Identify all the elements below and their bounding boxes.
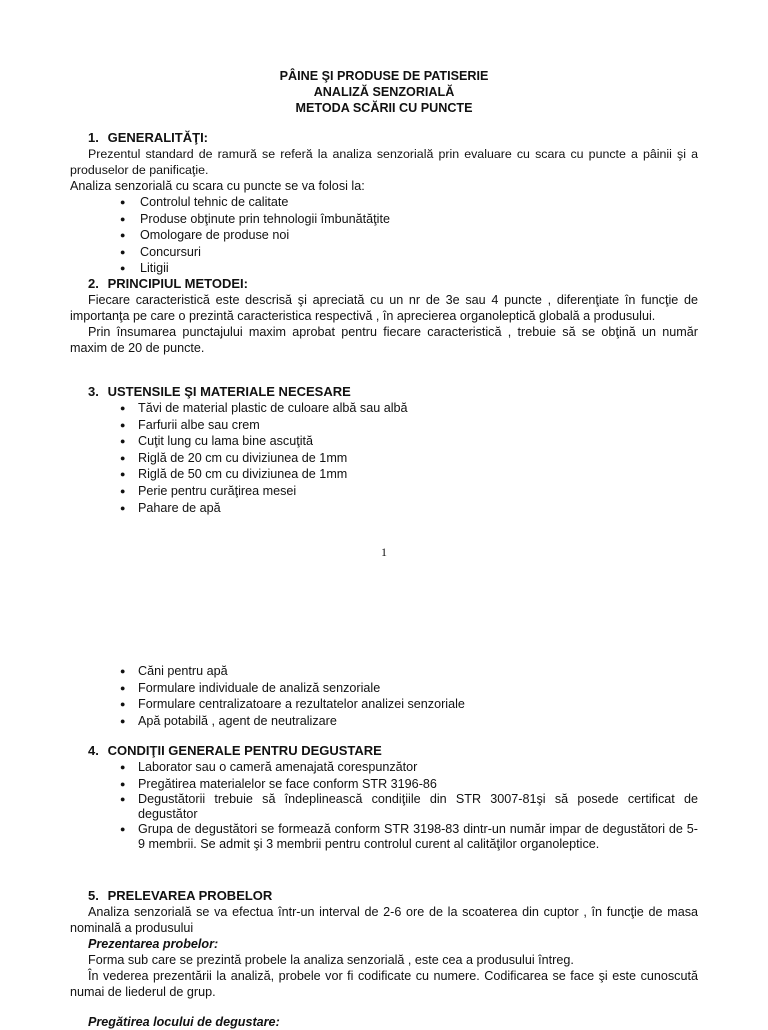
list-item: ● Formulare centralizatoare a rezultatelor analizei senzoriale [70, 696, 698, 713]
paragraph: Analiza senzorială cu scara cu puncte se va folosi la: [70, 179, 365, 193]
bullet-list [70, 759, 698, 852]
list-item: ● Controlul tehnic de calitate [70, 194, 698, 211]
paragraph: Prezentul standard de ramură se referă la analiza senzorială prin evaluare cu scara cu puncte a pâinii şi a produselor de panificaţie. [70, 147, 698, 177]
bullet-list [70, 400, 698, 516]
section-heading: 4. CONDIŢII GENERALE PENTRU DEGUSTARE [88, 743, 382, 758]
paragraph: Prin însumarea punctajului maxim aprobat pentru fiecare caracteristică , trebuie să se obţină un număr maxim de 20 de puncte. [70, 325, 698, 355]
document-title [0, 68, 768, 116]
section-ustensile [70, 384, 698, 516]
list-item: ● Apă potabilă , agent de neutralizare [70, 713, 698, 730]
list-item: ● Litigii [70, 260, 698, 277]
list-item: ● Cuţit lung cu lama bine ascuţită [70, 433, 698, 450]
list-item: ● Formulare individuale de analiză senzoriale [70, 680, 698, 697]
list-item: ● Produse obţinute prin tehnologii îmbunătăţite [70, 211, 698, 228]
subheading: Prezentarea probelor: [88, 937, 219, 951]
list-item: ● Grupa de degustători se formează conform STR 3198-83 dintr-un număr impar de degustători de 5-9 membrii. Se admit şi 3 membrii pentru controlul curent al calităţilor organoleptice. [70, 822, 698, 852]
paragraph: În vederea prezentării la analiză, probele vor fi codificate cu numere. Codificarea se face şi este cunoscută numai de liederul de grup. [70, 969, 698, 999]
section-heading: 3. USTENSILE ŞI MATERIALE NECESARE [88, 384, 351, 399]
section-prelevarea-probelor [70, 888, 698, 1030]
section-generalitati [70, 130, 698, 277]
list-item: ● Degustătorii trebuie să îndeplinească condiţiile din STR 3007-81şi să posede certificat de degustător [70, 792, 698, 822]
list-item: ● Perie pentru curăţirea mesei [70, 483, 698, 500]
list-item: ● Tăvi de material plastic de culoare albă sau albă [70, 400, 698, 417]
title-line-3: METODA SCĂRII CU PUNCTE [295, 101, 473, 115]
list-item: ● Căni pentru apă [70, 663, 698, 680]
paragraph: Analiza senzorială se va efectua într-un interval de 2-6 ore de la scoaterea din cuptor , în funcţie de masa nominală a produsului [70, 905, 698, 935]
list-item: ● Pregătirea materialelor se face conform STR 3196-86 [70, 776, 698, 793]
list-item: ● Concursuri [70, 244, 698, 261]
title-line-2: ANALIZĂ SENZORIALĂ [313, 85, 455, 99]
list-item: ● Laborator sau o cameră amenajată corespunzător [70, 759, 698, 776]
list-item: ● Riglă de 50 cm cu diviziunea de 1mm [70, 466, 698, 483]
paragraph: Fiecare caracteristică este descrisă şi apreciată cu un nr de 3e sau 4 puncte , diferenţiate în funcţie de importanţa pe care o prezintă caracteristica respectivă , în aprecierea organoleptică globală a produsului. [70, 293, 698, 323]
paragraph: Forma sub care se prezintă probele la analiza senzorială , este cea a produsului întreg. [88, 953, 574, 967]
section-heading: 1. GENERALITĂŢI: [88, 130, 209, 145]
list-item: ● Farfurii albe sau crem [70, 417, 698, 434]
page-number: 1 [381, 545, 387, 559]
subheading: Pregătirea locului de degustare: [88, 1015, 280, 1029]
list-item: ● Riglă de 20 cm cu diviziunea de 1mm [70, 450, 698, 467]
bullet-list [70, 663, 698, 729]
section-ustensile-continued [70, 663, 698, 729]
section-heading: 2. PRINCIPIUL METODEI: [88, 276, 248, 291]
list-item: ● Pahare de apă [70, 500, 698, 517]
section-heading: 5. PRELEVAREA PROBELOR [88, 888, 273, 903]
section-principiul-metodei [70, 276, 698, 356]
section-conditii-generale [70, 743, 698, 852]
bullet-list [70, 194, 698, 277]
list-item: ● Omologare de produse noi [70, 227, 698, 244]
title-line-1: PÂINE ŞI PRODUSE DE PATISERIE [279, 69, 489, 83]
